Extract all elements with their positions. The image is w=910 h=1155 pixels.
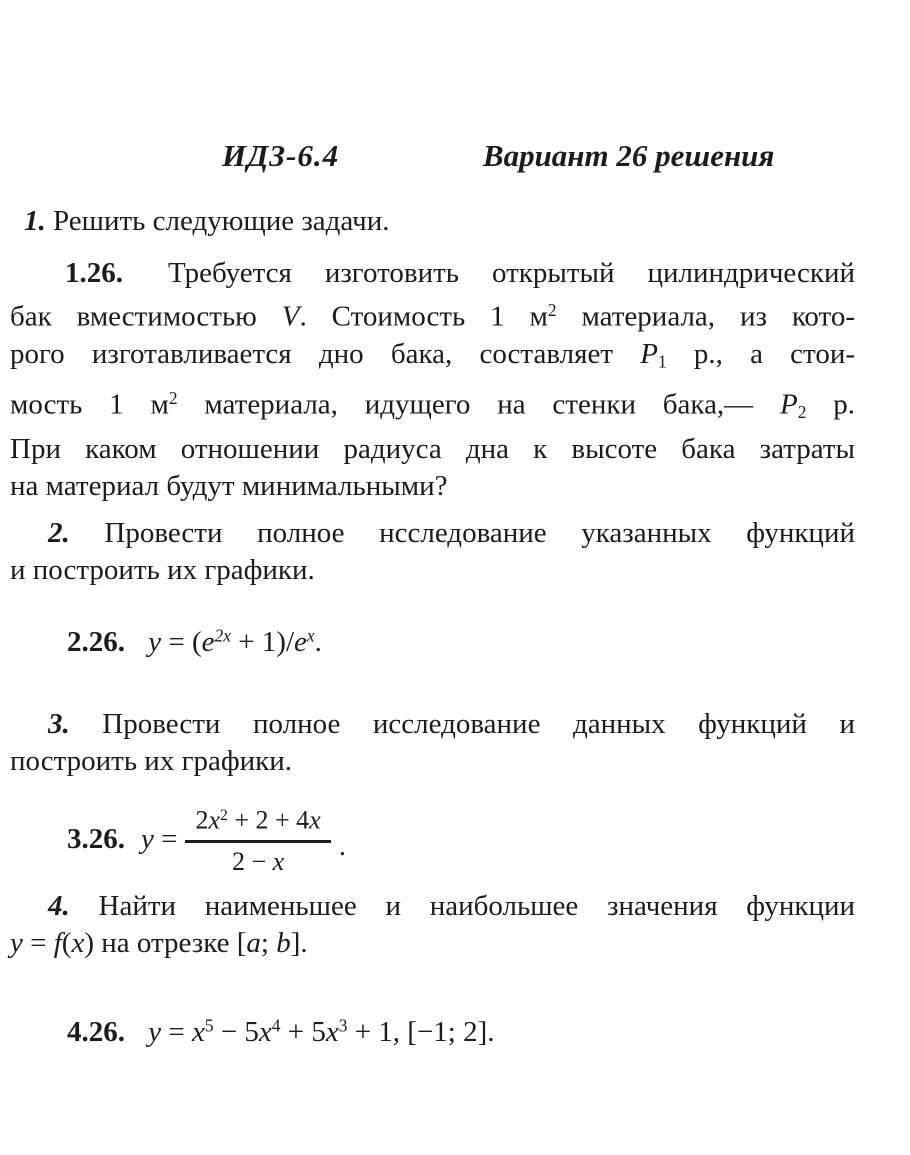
problem-3-26-lhs: y = — [141, 822, 178, 855]
task1-intro-line — [10, 203, 855, 240]
problem-3-26-label: 3.26. — [67, 822, 125, 855]
assignment-code: ИДЗ-6.4 — [222, 138, 340, 173]
problem-4-26 — [10, 1002, 855, 1055]
problem-2-26-label: 2.26. — [67, 626, 125, 659]
task1-section — [10, 203, 855, 240]
problem-1-26-line3: рого изготавливается дно бака, составляет $P_1$ р., а стои- — [10, 337, 855, 371]
task2-line2: и построить их графики. — [10, 553, 315, 586]
task2-number: 2. — [48, 516, 70, 549]
task4-number: 4. — [48, 889, 70, 922]
task1-number: 1. — [24, 205, 46, 237]
problem-1-26-line4: мость 1 $м^2$ материала, идущего на стенки бака,— $P_2$ р. — [10, 387, 856, 422]
problem-2-26-formula-line — [10, 613, 855, 666]
problem-1-26-line5: При каком отношении радиуса дна к высоте бака затраты — [10, 432, 855, 465]
variant-title: Вариант 26 решения — [482, 138, 775, 173]
task4-line1-text: Найти наименьшее и наибольшее значения функции — [98, 889, 856, 922]
fraction-numerator: $2x^2 + 2 + 4x$ — [195, 805, 321, 835]
problem-4-26-formula-line — [10, 1002, 855, 1055]
problem-2-26-formula: $y = (e^{2x} + 1)/e^x$. — [148, 625, 322, 659]
problem-3-26-period: . — [338, 829, 346, 862]
task4-section — [10, 888, 855, 962]
problem-4-26-formula: $y = x^5 - 5x^4 + 5x^3 + 1$, [−1; 2]. — [148, 1014, 495, 1048]
document-header — [0, 0, 910, 176]
problem-4-26-label: 4.26. — [67, 1015, 125, 1048]
task2-line1 — [10, 515, 855, 552]
problem-1-26-line1 — [10, 255, 855, 292]
task2-section — [10, 515, 855, 589]
task3-number: 3. — [48, 708, 70, 741]
task3-line1 — [10, 706, 855, 743]
task4-line2: y = f(x) на отрезке [a; b]. — [10, 926, 308, 959]
problem-1-26-line2: бак вместимостью V. Стоимость 1 $м^2$ материала, из кото- — [10, 300, 855, 333]
fraction — [185, 800, 330, 878]
task3-line2: построить их графики. — [10, 745, 293, 778]
task3-section — [10, 706, 855, 780]
problem-1-26-label: 1.26. — [65, 257, 123, 289]
fraction-denominator: 2 − x — [185, 840, 330, 878]
task2-line1-text: Провести полное нсследование указанных функций — [104, 516, 855, 549]
task1-intro-text: Решить следующие задачи. — [53, 205, 390, 237]
problem-1-26-line6: на материал будут минимальными? — [10, 469, 448, 502]
task3-line1-text: Провести полное исследование данных функций и — [102, 708, 855, 741]
problem-2-26 — [10, 613, 855, 666]
problem-3-26-formula-line — [10, 800, 855, 878]
problem-1-26 — [10, 255, 855, 505]
problem-3-26 — [10, 800, 855, 878]
task4-line1 — [10, 888, 855, 925]
problem-1-26-line1-text: Требуется изготовить открытый цилиндрический — [167, 257, 855, 289]
